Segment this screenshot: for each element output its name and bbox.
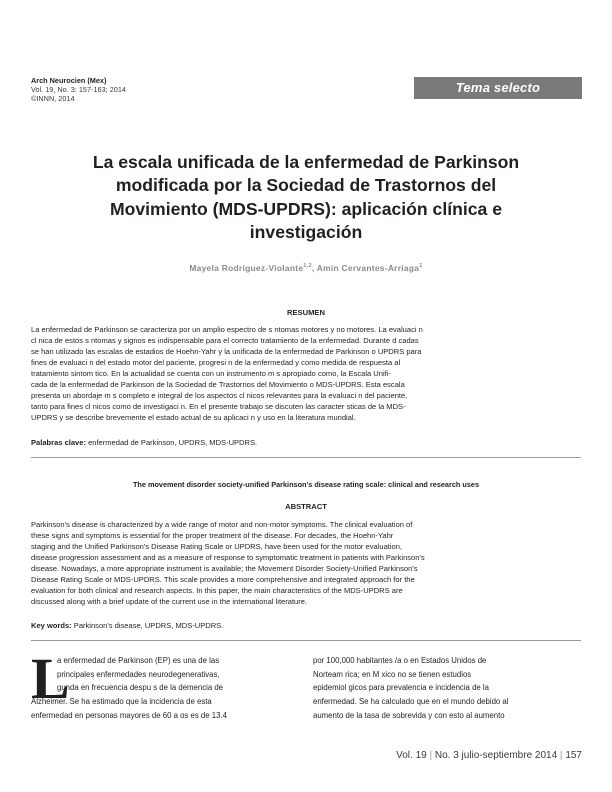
text-line: these signs and symptoms is essential for the proper treatment of the disease. For decades, the Hoehn-Yahr [31, 531, 394, 541]
article-title [60, 151, 552, 244]
text-line: evaluation for both clinical and research aspects. In this paper, the main characteristics of the MDS-UPDRS are [31, 586, 403, 596]
affiliation-mark: 1,2 [303, 263, 312, 270]
volume-line: Vol. 19, No. 3: 157-163; 2014 [31, 85, 126, 95]
keywords-text: Parkinson's disease, UPDRS, MDS-UPDRS. [71, 621, 224, 630]
author-name: Mayela Rodríguez-Violante [189, 263, 304, 273]
author-name: Amin Cervantes-Arriaga [316, 263, 420, 273]
text-line: a enfermedad de Parkinson (EP) es una de las [57, 656, 220, 665]
text-line: discussed along with a brief update of the current use in the international literature. [31, 597, 308, 607]
text-line: aumento de la tasa de sobrevida y con esto al aumento [313, 710, 505, 720]
text-line: La enfermedad de Parkinson se caracteriza por un amplio espectro de s ntomas motores y no motores. La evaluaci n [31, 325, 423, 334]
footer-volume: Vol. 19 [396, 750, 427, 761]
text-line: principales enfermedades neurodegenerativas, [57, 669, 220, 679]
text-line: tratamiento sintom tico. En la actualidad se cuenta con un instrumento m s apropiado como, la Escala Unifi- [31, 369, 391, 379]
page-footer [330, 750, 582, 761]
title-line: La escala unificada de la enfermedad de Parkinson [92, 152, 520, 172]
divider [31, 640, 581, 641]
text-line: se han utilizado las escalas de estadios de Hoehn-Yahr y la unificada de la enfermedad de Parkinson o UPDRS para [31, 347, 422, 357]
title-line: modificada por la Sociedad de Trastornos del [115, 175, 497, 196]
body-column-right [313, 654, 581, 723]
english-title: The movement disorder society-unified Parkinson's disease rating scale: clinical and research uses [132, 480, 480, 489]
author-list [60, 263, 552, 273]
body-column-left [31, 646, 291, 723]
title-line: investigación [249, 221, 363, 242]
journal-name: Arch Neurocien (Mex) [31, 76, 107, 85]
author-separator: , [311, 263, 317, 273]
text-line: Alzheimer. Se ha estimado que la incidencia de esta [31, 697, 212, 707]
footer-separator: | [426, 750, 435, 761]
text-line: presenta un abordaje m s completo e integral de los aspectos cl nicos relevantes para la evaluaci n del paciente, [31, 391, 408, 401]
text-line: Disease Rating Scale or MDS-UPDRS. This scale provides a more comprehensive and integrated approach for the [31, 575, 415, 585]
text-line: fines de evaluaci n del estado motor del paciente, progresi n de la enfermedad y como medida de respuesta al [31, 358, 401, 368]
journal-citation [31, 76, 126, 104]
text-line: enfermedad en personas mayores de 60 a os es de 13.4 [31, 710, 227, 720]
footer-separator: | [557, 750, 566, 761]
text-line: disease. Nowadays, a more appropriate instrument is available; the Movement Disorder Society-Unified Parkinson's [31, 564, 418, 574]
text-line: cl nica de estos s ntomas y signos es indispensable para el correcto tratamiento de la enfermedad. Durante d cadas [31, 336, 419, 346]
drop-cap: L [31, 646, 70, 711]
section-badge: Tema selecto [414, 77, 582, 99]
divider [31, 457, 581, 458]
copyright: ©INNN, 2014 [31, 94, 75, 104]
footer-issue: No. 3 julio-septiembre 2014 [434, 750, 558, 761]
text-line: cada de la enfermedad de Parkinson de la Sociedad de Trastornos del Movimiento o MDS-UPDRS. Esta escala [31, 380, 405, 390]
abstract-heading: ABSTRACT [285, 502, 327, 511]
text-line: por 100,000 habitantes /a o en Estados Unidos de [313, 656, 487, 665]
text-line: disease progression assessment and as a measure of response to symptomatic treatment in patients with Parkinson's [31, 553, 425, 563]
text-line: enfermedad. Se ha calculado que en el mundo debido al [313, 697, 509, 707]
palabras-clave [31, 438, 581, 447]
resumen-text [31, 324, 581, 423]
resumen-heading: RESUMEN [287, 308, 325, 317]
affiliation-mark: 1 [419, 263, 423, 270]
page-number: 157 [565, 750, 582, 761]
keywords-text: enfermedad de Parkinson, UPDRS, MDS-UPDRS. [85, 438, 258, 447]
text-line: Parkinson's disease is characterized by a wide range of motor and non-motor symptoms. The clinical evaluation of [31, 520, 413, 529]
title-line: Movimiento (MDS-UPDRS): aplicación clínica e [109, 198, 502, 219]
text-line: tanto para fines cl nicos como de investigaci n. En el presente trabajo se discuten las caracter sticas de la MDS- [31, 402, 406, 412]
keywords-label: Palabras clave: [31, 438, 86, 447]
text-line: epidemiol gicos para prevalencia e incidencia de la [313, 683, 489, 693]
keywords-label: Key words: [31, 621, 72, 630]
abstract-text [31, 519, 581, 607]
text-line: UPDRS y se describe brevemente el estado actual de su aplicaci n y uso en la literatura mundial. [31, 413, 356, 423]
text-line: staging and the Unified Parkinson's Disease Rating Scale or UPDRS, have been used for the motor evaluation, [31, 542, 403, 552]
key-words [31, 621, 581, 630]
text-line: gunda en frecuencia despu s de la demencia de [57, 683, 224, 693]
text-line: Norteam rica; en M xico no se tienen estudios [313, 669, 472, 679]
